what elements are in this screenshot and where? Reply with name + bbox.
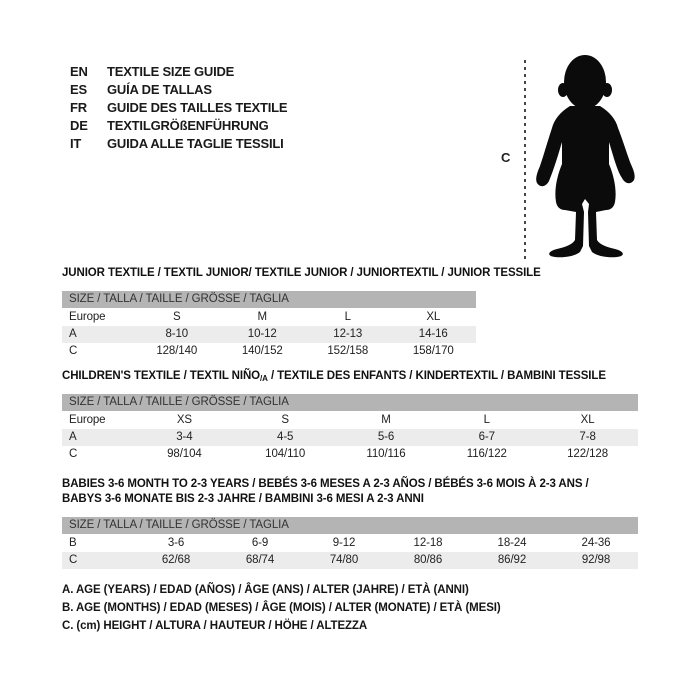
table-cell: 24-36 (581, 537, 611, 549)
title-part: CHILDREN'S TEXTILE / TEXTIL NIÑO (62, 370, 261, 382)
baby-silhouette-icon (532, 54, 650, 264)
table-cell: 74/80 (329, 554, 359, 566)
table-cell: 158/170 (412, 345, 454, 357)
language-row-es (70, 81, 287, 99)
table-title: JUNIOR TEXTILE / TEXTIL JUNIOR/ TEXTILE JUNIOR / JUNIORTEXTIL / JUNIOR TESSILE (62, 267, 541, 279)
title-part: / TEXTILE DES ENFANTS / KINDERTEXTIL / BAMBINI TESSILE (267, 370, 606, 382)
language-label: TEXTILE SIZE GUIDE (107, 64, 235, 79)
language-code: EN (70, 64, 88, 79)
row-label: Europe (69, 414, 106, 426)
table-cell: 5-6 (377, 431, 395, 443)
table-cell: S (172, 311, 181, 323)
language-row-fr (70, 99, 287, 117)
table-cell: 122/128 (567, 448, 609, 460)
table-cell: 6-7 (478, 431, 495, 443)
height-dimension-line (524, 60, 526, 260)
language-row-it (70, 135, 287, 153)
table-cell: 12-13 (333, 328, 363, 340)
table-cell: 128/140 (156, 345, 198, 357)
table-cell: L (483, 414, 490, 426)
table-cell: XL (580, 414, 595, 426)
table-row-c (62, 552, 638, 569)
table-cell: 7-8 (579, 431, 596, 443)
language-list (70, 63, 287, 153)
table-cell: 152/158 (327, 345, 369, 357)
table-title (62, 369, 638, 384)
row-label: A (69, 328, 77, 340)
table-cell: XS (176, 414, 192, 426)
table-row-b (62, 535, 638, 552)
table-cell: 140/152 (241, 345, 283, 357)
language-code: DE (70, 118, 88, 133)
table-row-c (62, 343, 476, 360)
table-row-c (62, 446, 638, 463)
table-cell: 9-12 (332, 537, 356, 549)
table-cell: 6-9 (251, 537, 269, 549)
table-row-a (62, 326, 476, 343)
table-cell: 110/116 (366, 448, 406, 460)
row-label: A (69, 431, 77, 443)
title-line-2: BABYS 3-6 MONATE BIS 2-3 JAHRE / BAMBINI 3-6 MESI A 2-3 ANNI (62, 493, 424, 505)
table-title (62, 477, 638, 507)
language-row-de (70, 117, 287, 135)
table-cell: S (281, 414, 289, 426)
row-label: Europe (69, 311, 106, 323)
footnote-b: B. AGE (MONTHS) / EDAD (MESES) / ÂGE (MOIS) / ALTER (MONATE) / ETÀ (MESI) (62, 602, 501, 614)
table-cell: 68/74 (245, 554, 275, 566)
language-label: GUÍA DE TALLAS (107, 82, 212, 97)
size-header-bar: SIZE / TALLA / TAILLE / GRÖSSE / TAGLIA (62, 291, 476, 308)
size-table-children (62, 369, 638, 463)
language-code: ES (70, 82, 87, 97)
table-cell: 80/86 (413, 554, 443, 566)
size-header-bar: SIZE / TALLA / TAILLE / GRÖSSE / TAGLIA (62, 517, 638, 534)
size-table-junior (62, 266, 541, 360)
table-cell: 18-24 (497, 537, 527, 549)
table-cell: M (381, 414, 391, 426)
row-label: C (69, 554, 78, 566)
title-line-1: BABIES 3-6 MONTH TO 2-3 YEARS / BEBÉS 3-6 MESES A 2-3 AÑOS / BÉBÉS 3-6 MOIS À 2-3 ANS / (62, 478, 589, 490)
language-label: TEXTILGRÖßENFÜHRUNG (107, 118, 269, 133)
footnote-a: A. AGE (YEARS) / EDAD (AÑOS) / ÂGE (ANS) / ALTER (JAHRE) / ETÀ (ANNI) (62, 584, 469, 596)
table-cell: 3-4 (176, 431, 193, 443)
table-cell: 4-5 (277, 431, 294, 443)
language-code: FR (70, 100, 87, 115)
table-cell: 62/68 (161, 554, 191, 566)
table-cell: M (257, 311, 267, 323)
size-header-bar: SIZE / TALLA / TAILLE / GRÖSSE / TAGLIA (62, 394, 638, 411)
title-subscript: /A (260, 374, 268, 383)
footnotes (62, 581, 501, 635)
language-code: IT (70, 136, 82, 151)
table-cell: 14-16 (418, 328, 448, 340)
table-row-a (62, 429, 638, 446)
row-label: C (69, 448, 78, 460)
table-cell: 98/104 (167, 448, 202, 460)
table-cell: 92/98 (581, 554, 611, 566)
row-label: C (69, 345, 78, 357)
table-cell: 12-18 (413, 537, 443, 549)
language-row-en (70, 63, 287, 81)
table-cell: L (344, 311, 351, 323)
table-row-europe (62, 309, 476, 326)
table-cell: 104/110 (265, 448, 306, 460)
language-label: GUIDA ALLE TAGLIE TESSILI (107, 136, 284, 151)
table-cell: 116/122 (466, 448, 507, 460)
table-row-europe (62, 412, 638, 429)
table-cell: XL (426, 311, 441, 323)
table-cell: 3-6 (167, 537, 185, 549)
footnote-c: C. (cm) HEIGHT / ALTURA / HAUTEUR / HÖHE / ALTEZZA (62, 620, 368, 632)
dimension-label-c: C (501, 150, 511, 165)
row-label: B (69, 537, 77, 549)
size-table-babies (62, 477, 638, 569)
table-cell: 10-12 (247, 328, 277, 340)
table-cell: 8-10 (165, 328, 189, 340)
table-cell: 86/92 (497, 554, 527, 566)
language-label: GUIDE DES TAILLES TEXTILE (107, 100, 288, 115)
